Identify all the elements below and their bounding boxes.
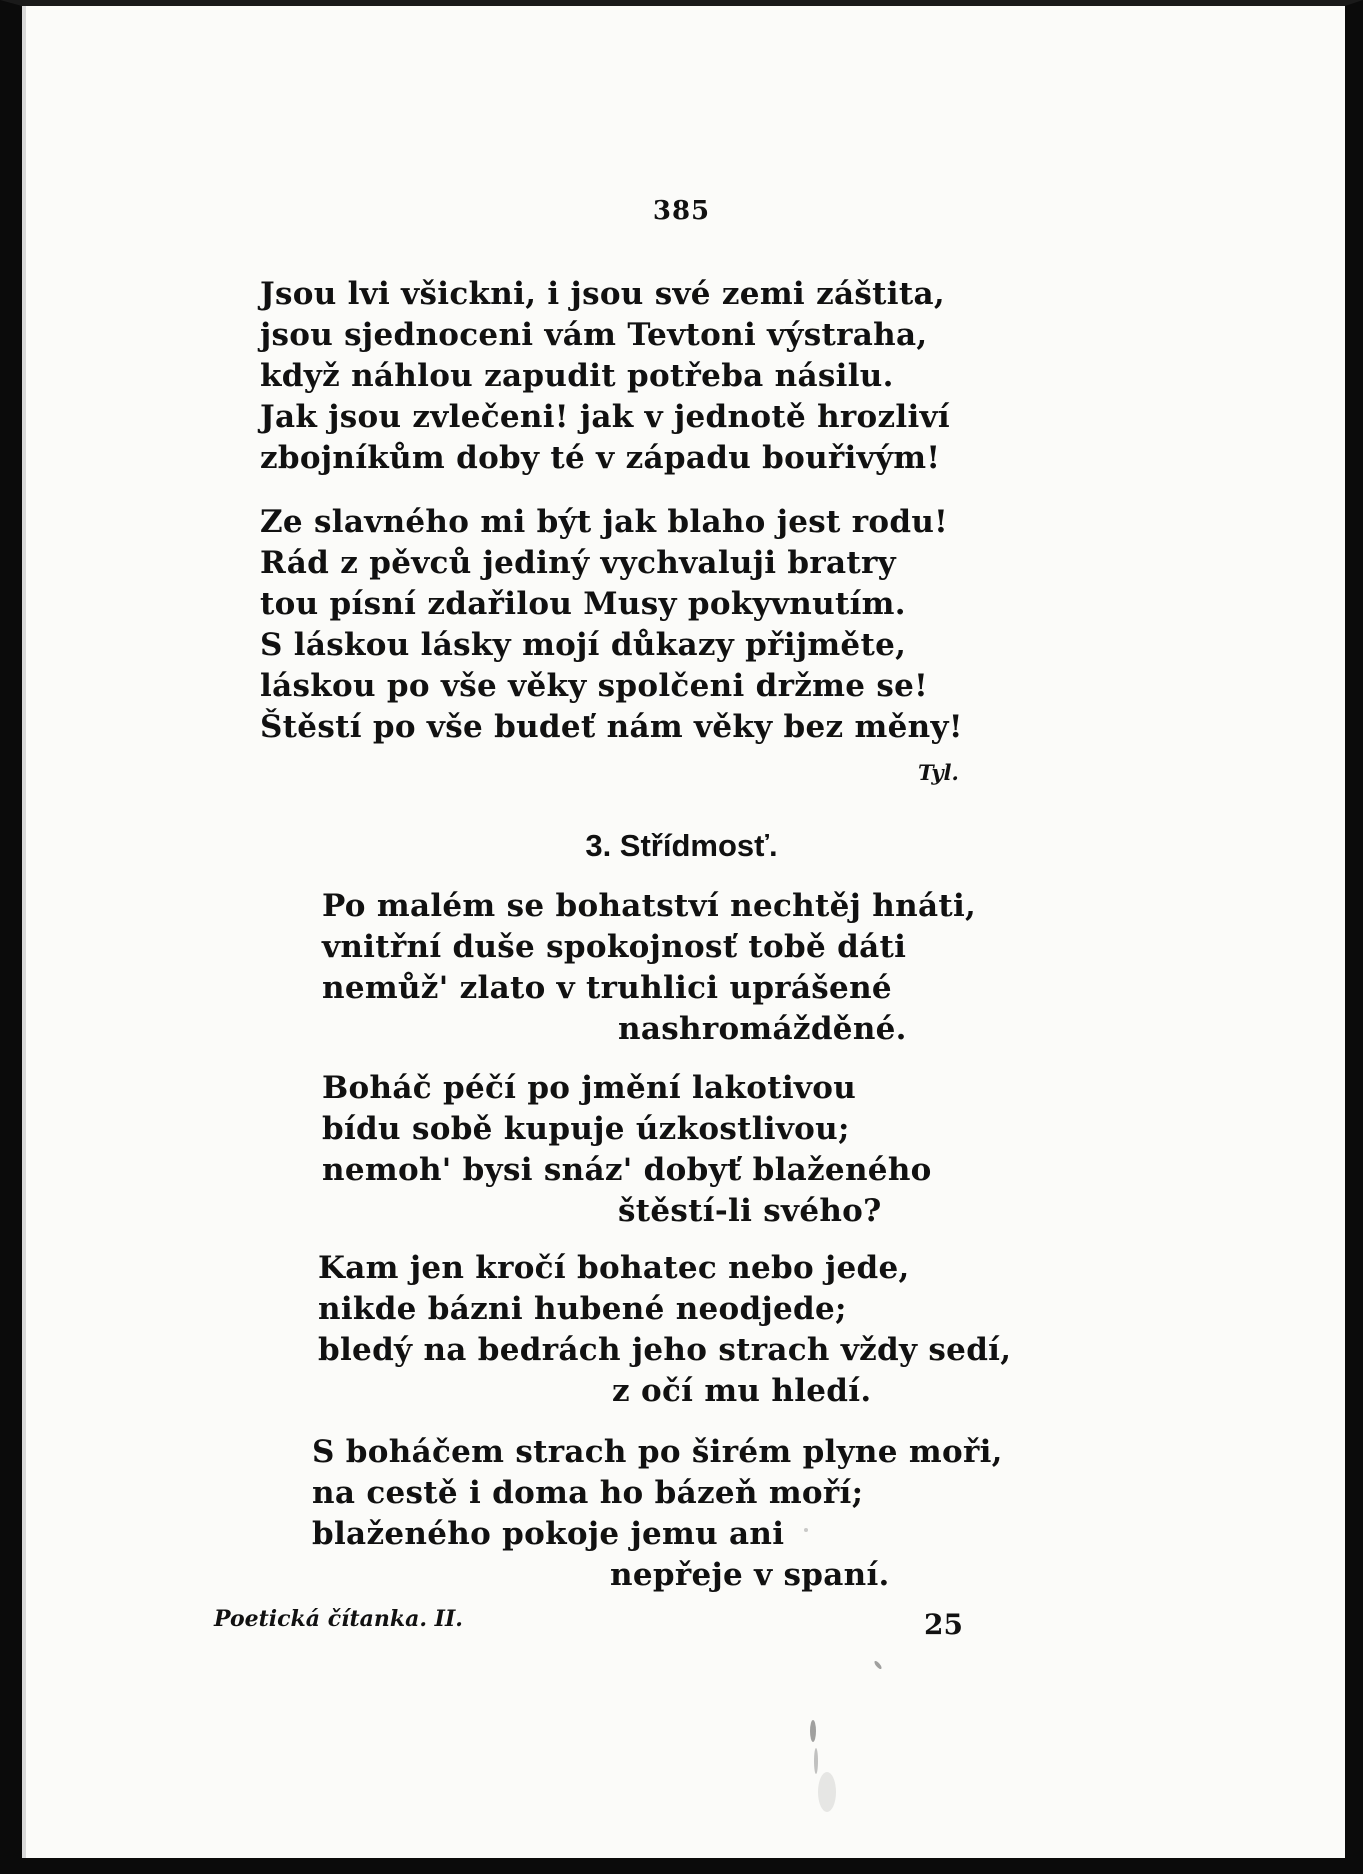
verse-line: bídu sobě kupuje úzkostlivou; xyxy=(322,1111,850,1147)
verse-line-short: z očí mu hledí. xyxy=(612,1373,872,1409)
verse-line: Jsou lvi všickni, i jsou své zemi záštita, xyxy=(260,276,945,312)
verse-line-short: nashromážděné. xyxy=(618,1011,907,1047)
scan-speck xyxy=(810,1720,816,1742)
verse-line: jsou sjednoceni vám Tevtoni výstraha, xyxy=(260,317,928,353)
scan-speck xyxy=(818,1772,836,1812)
poem-stanza-3 xyxy=(322,886,976,1050)
poem-stanza-5 xyxy=(318,1248,1011,1412)
section-heading: 3. Střídmosť. xyxy=(585,828,778,863)
verse-line: nemoh' bysi snáz' dobyť blaženého xyxy=(322,1152,932,1188)
verse-line: Boháč péčí po jmění lakotivou xyxy=(322,1070,857,1106)
verse-line: blaženého pokoje jemu ani xyxy=(312,1516,785,1552)
verse-line: S láskou lásky mojí důkazy přijměte, xyxy=(260,627,907,663)
verse-line: tou písní zdařilou Musy pokyvnutím. xyxy=(260,586,906,622)
poem-stanza-4 xyxy=(322,1068,932,1232)
verse-line: S boháčem strach po širém plyne moři, xyxy=(312,1434,1003,1470)
verse-line: nikde bázni hubené neodjede; xyxy=(318,1291,847,1327)
poem-stanza-1 xyxy=(260,274,950,479)
verse-line: vnitřní duše spokojnosť tobě dáti xyxy=(322,929,907,965)
poem-stanza-6 xyxy=(312,1432,1003,1596)
page-number: 385 xyxy=(652,196,711,226)
verse-line-short: nepřeje v spaní. xyxy=(610,1557,890,1593)
verse-line: bledý na bedrách jeho strach vždy sedí, xyxy=(318,1332,1012,1368)
verse-line: Štěstí po vše budeť nám věky bez měny! xyxy=(260,709,963,745)
verse-line: Jak jsou zvlečeni! jak v jednotě hrozliví xyxy=(260,399,950,435)
verse-line: Rád z pěvců jediný vychvaluji bratry xyxy=(260,545,896,581)
verse-line: Kam jen kročí bohatec nebo jede, xyxy=(318,1250,910,1286)
verse-line: láskou po vše věky spolčeni držme se! xyxy=(260,668,929,704)
verse-line: na cestě i doma ho bázeň moří; xyxy=(312,1475,864,1511)
page-edge-shadow xyxy=(22,6,26,1858)
verse-line-short: štěstí-li svého? xyxy=(618,1193,882,1229)
printer-signature-mark: 25 xyxy=(924,1608,963,1641)
verse-line: když náhlou zapudit potřeba násilu. xyxy=(260,358,894,394)
verse-line: zbojníkům doby té v západu bouřivým! xyxy=(260,440,941,476)
verse-line: Ze slavného mi být jak blaho jest rodu! xyxy=(260,504,949,540)
scan-speck xyxy=(814,1748,818,1774)
footer-book-title: Poetická čítanka. II. xyxy=(214,1606,463,1632)
verse-line: Po malém se bohatství nechtěj hnáti, xyxy=(322,888,977,924)
poem-stanza-2 xyxy=(260,502,963,748)
scan-speck xyxy=(804,1528,808,1532)
verse-line: nemůž' zlato v truhlici uprášené xyxy=(322,970,892,1006)
poem-author: Tyl. xyxy=(918,760,959,785)
